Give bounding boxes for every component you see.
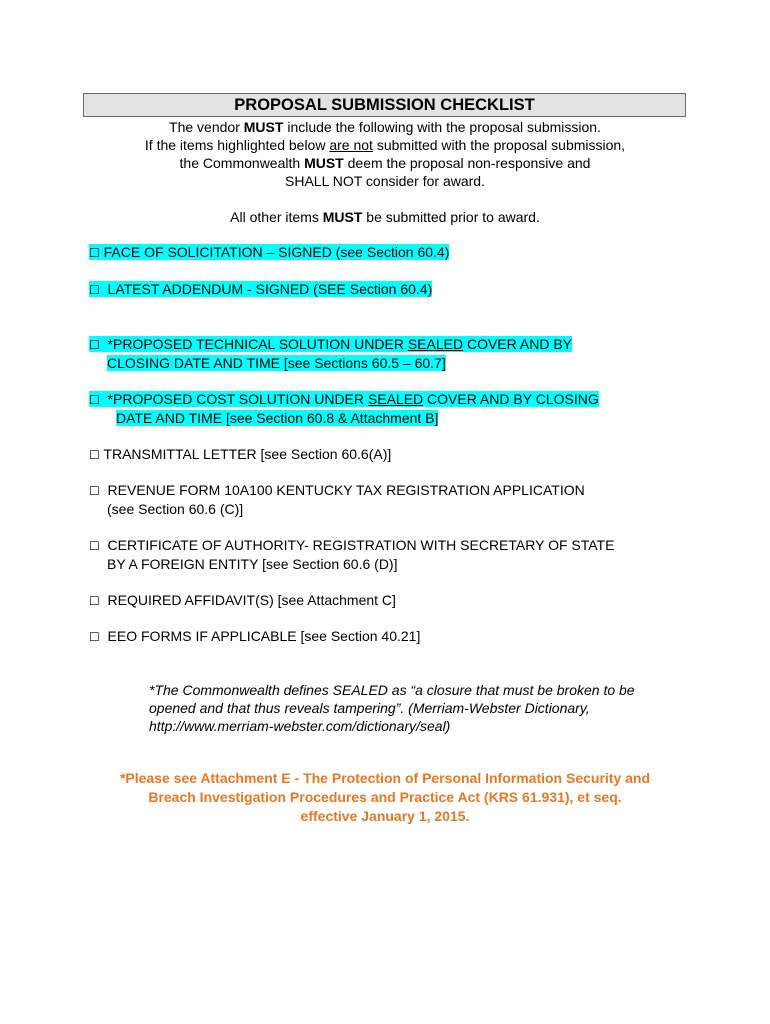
checkbox-icon[interactable]: ☐ [89, 484, 100, 498]
underlined-text: are not [329, 137, 373, 153]
text: deem the proposal non-responsive and [343, 155, 591, 171]
checkbox-icon[interactable]: ☐ [89, 338, 100, 352]
text: the Commonwealth [179, 155, 305, 171]
note-line: opened and that thus reveals tampering”. (Merriam-Webster Dictionary, [149, 700, 590, 716]
item-label-continued: DATE AND TIME [see Section 60.8 & Attachment B] [116, 410, 439, 426]
text: The vendor [169, 119, 244, 135]
item-label: COVER AND BY CLOSING [423, 391, 599, 407]
item-label: TRANSMITTAL LETTER [see Section 60.6(A)] [103, 446, 392, 462]
item-label-continued: BY A FOREIGN ENTITY [see Section 60.6 (D)] [107, 556, 398, 572]
emphasis: MUST [322, 209, 363, 225]
item-label: CERTIFICATE OF AUTHORITY- REGISTRATION WITH SECRETARY OF STATE [107, 537, 615, 553]
checkbox-icon[interactable]: ☐ [89, 246, 100, 260]
intro-line [90, 118, 680, 136]
intro-paragraph [90, 118, 680, 226]
checklist-item-required-affidavits [89, 591, 396, 610]
checklist-item-certificate-of-authority [89, 536, 614, 573]
intro-line [90, 136, 680, 154]
emphasis: MUST [243, 119, 284, 135]
item-label: COVER AND BY [463, 336, 572, 352]
notice-line: effective January 1, 2015. [300, 808, 470, 824]
checklist-item-eeo-forms [89, 627, 420, 646]
checkbox-icon[interactable]: ☐ [89, 283, 100, 297]
spacer [90, 190, 680, 208]
item-label: FACE OF SOLICITATION – SIGNED (see Section 60.4) [103, 244, 450, 260]
note-line: http://www.merriam-webster.com/dictionary/seal) [149, 718, 451, 734]
highlight [89, 244, 449, 260]
item-label-continued: (see Section 60.6 (C)] [107, 501, 244, 517]
intro-line [90, 208, 680, 226]
checkbox-icon[interactable]: ☐ [89, 393, 100, 407]
text: If the items highlighted below [144, 137, 330, 153]
intro-line: SHALL NOT consider for award. [285, 173, 485, 189]
item-label: EEO FORMS IF APPLICABLE [see Section 40.21] [107, 628, 421, 644]
text: include the following with the proposal submission. [283, 119, 601, 135]
checklist-item-face-of-solicitation [89, 243, 449, 262]
checkbox-icon[interactable]: ☐ [89, 630, 100, 644]
text: All other items [230, 209, 323, 225]
text: submitted with the proposal submission, [372, 137, 626, 153]
checklist-item-latest-addendum [89, 280, 432, 299]
item-label: *PROPOSED COST SOLUTION UNDER [107, 391, 368, 407]
sealed-definition-note [149, 681, 709, 735]
item-label-continued: CLOSING DATE AND TIME [see Sections 60.5 – 60.7] [107, 355, 446, 371]
emphasis: MUST [304, 155, 344, 171]
underlined-text: SEALED [407, 336, 464, 352]
item-label: LATEST ADDENDUM - SIGNED (SEE Section 60.4) [107, 281, 433, 297]
checklist-item-revenue-form [89, 481, 585, 518]
highlight [89, 391, 599, 407]
item-label: REVENUE FORM 10A100 KENTUCKY TAX REGISTRATION APPLICATION [107, 482, 585, 498]
checkbox-icon[interactable]: ☐ [89, 448, 100, 462]
checklist-item-cost-solution [89, 390, 599, 427]
highlight [89, 281, 432, 297]
underlined-text: SEALED [367, 391, 424, 407]
checkbox-icon[interactable]: ☐ [89, 539, 100, 553]
item-label: *PROPOSED TECHNICAL SOLUTION UNDER [107, 336, 408, 352]
text: be submitted prior to award. [362, 209, 540, 225]
intro-line [90, 154, 680, 172]
checklist-item-technical-solution [89, 335, 572, 372]
attachment-e-notice [70, 769, 700, 826]
checkbox-icon[interactable]: ☐ [89, 594, 100, 608]
item-label: REQUIRED AFFIDAVIT(S) [see Attachment C] [107, 592, 396, 608]
notice-line: Breach Investigation Procedures and Practice Act (KRS 61.931), et seq. [148, 789, 622, 805]
note-line: *The Commonwealth defines SEALED as “a closure that must be broken to be [149, 682, 635, 698]
highlight [89, 336, 572, 352]
notice-line: *Please see Attachment E - The Protection of Personal Information Security and [119, 770, 651, 786]
page-title: PROPOSAL SUBMISSION CHECKLIST [83, 93, 686, 117]
checklist-item-transmittal-letter [89, 445, 391, 464]
